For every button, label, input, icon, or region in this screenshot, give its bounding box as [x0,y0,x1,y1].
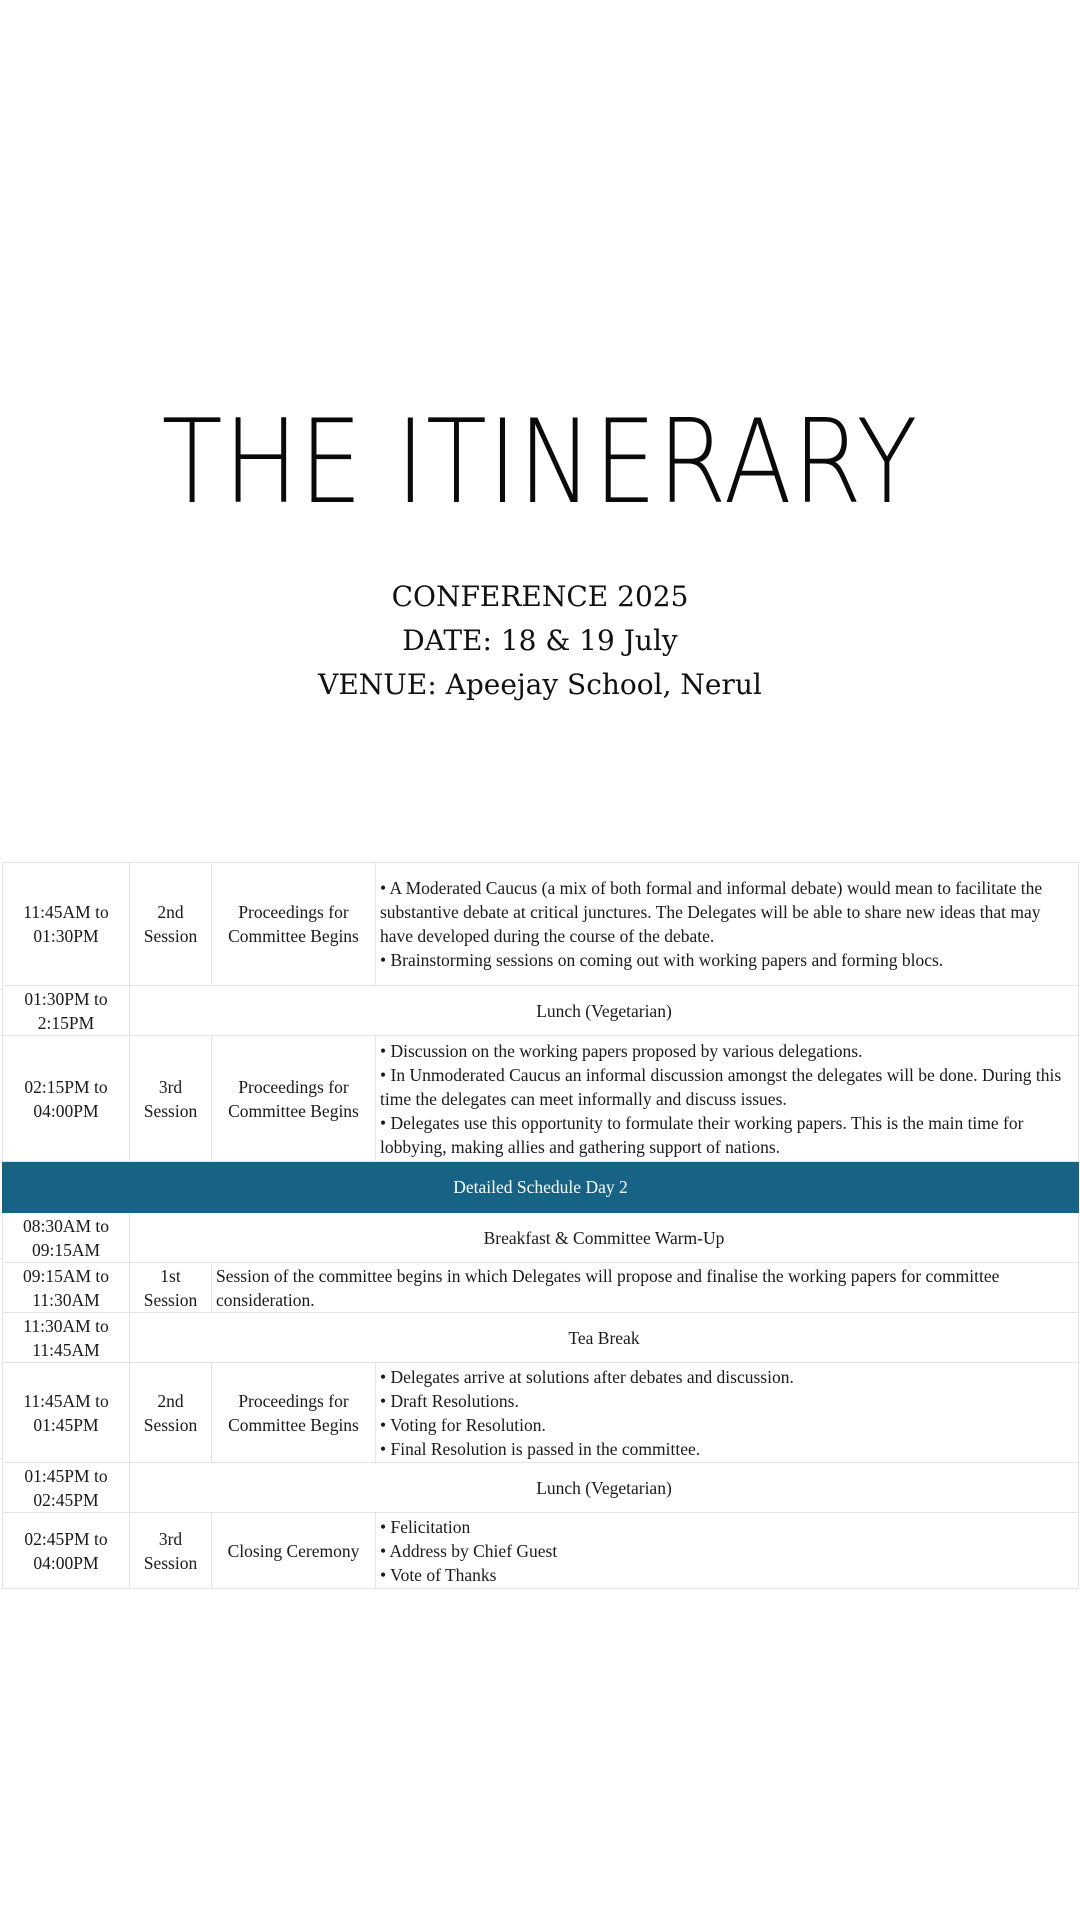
table-row [3,1313,1079,1363]
session-cell: 1st Session [130,1263,212,1313]
detail-bullet: • Vote of Thanks [380,1564,497,1585]
time-cell: 11:45AM to 01:45PM [3,1363,130,1463]
conference-name: CONFERENCE 2025 [391,580,689,613]
details-cell [376,1036,1079,1162]
detail-bullet: • Felicitation [380,1516,471,1537]
break-cell: Tea Break [130,1313,1079,1363]
details-cell [376,863,1079,986]
break-cell: Lunch (Vegetarian) [130,1463,1079,1513]
time-cell: 11:45AM to 01:30PM [3,863,130,986]
conference-venue: VENUE: Apeejay School, Nerul [318,668,762,701]
time-cell: 01:45PM to 02:45PM [3,1463,130,1513]
break-cell: Breakfast & Committee Warm-Up [130,1213,1079,1263]
detail-bullet: • Delegates arrive at solutions after debates and discussion. [380,1366,794,1387]
detail-bullet: • Discussion on the working papers proposed by various delegations. [380,1040,863,1061]
conference-info [0,575,1080,707]
detail-bullet: • In Unmoderated Caucus an informal discussion amongst the delegates will be done. During this time the delegates can meet informally and discuss issues. [380,1064,1062,1109]
table-row [3,863,1079,986]
activity-cell: Proceedings for Committee Begins [212,1036,376,1162]
table-row [3,1213,1079,1263]
details-cell [376,1363,1079,1463]
page-title: THE ITINERARY [161,395,919,530]
activity-cell: Proceedings for Committee Begins [212,1363,376,1463]
table-row [3,1513,1079,1589]
table-row [3,1463,1079,1513]
activity-cell: Closing Ceremony [212,1513,376,1589]
activity-cell: Proceedings for Committee Begins [212,863,376,986]
session-cell: 3rd Session [130,1513,212,1589]
time-cell: 08:30AM to 09:15AM [3,1213,130,1263]
table-row [3,1036,1079,1162]
time-cell: 11:30AM to 11:45AM [3,1313,130,1363]
details-cell: Session of the committee begins in which Delegates will propose and finalise the working papers for committee consideration. [212,1263,1079,1313]
time-cell: 09:15AM to 11:30AM [3,1263,130,1313]
session-cell: 2nd Session [130,863,212,986]
schedule-table [2,862,1079,1589]
break-cell: Lunch (Vegetarian) [130,986,1079,1036]
table-row [3,1263,1079,1313]
day-2-banner-row [3,1162,1079,1213]
table-row [3,1363,1079,1463]
detail-bullet: • Address by Chief Guest [380,1540,558,1561]
time-cell: 02:45PM to 04:00PM [3,1513,130,1589]
detail-bullet: • Final Resolution is passed in the committee. [380,1438,701,1459]
conference-date: DATE: 18 & 19 July [402,624,678,657]
detail-bullet: • A Moderated Caucus (a mix of both formal and informal debate) would mean to facilitate the substantive debate at critical junctures. The Delegates will be able to share new ideas that may have developed during the course of the debate. [380,878,1043,946]
table-row [3,986,1079,1036]
detail-bullet: • Voting for Resolution. [380,1414,546,1435]
session-cell: 3rd Session [130,1036,212,1162]
detail-bullet: • Brainstorming sessions on coming out with working papers and forming blocs. [380,950,944,970]
session-cell: 2nd Session [130,1363,212,1463]
detail-bullet: • Delegates use this opportunity to formulate their working papers. This is the main time for lobbying, making allies and gathering support of nations. [380,1112,1024,1157]
day-2-banner: Detailed Schedule Day 2 [3,1162,1079,1213]
time-cell: 01:30PM to 2:15PM [3,986,130,1036]
detail-bullet: • Draft Resolutions. [380,1390,519,1411]
details-cell [376,1513,1079,1589]
time-cell: 02:15PM to 04:00PM [3,1036,130,1162]
